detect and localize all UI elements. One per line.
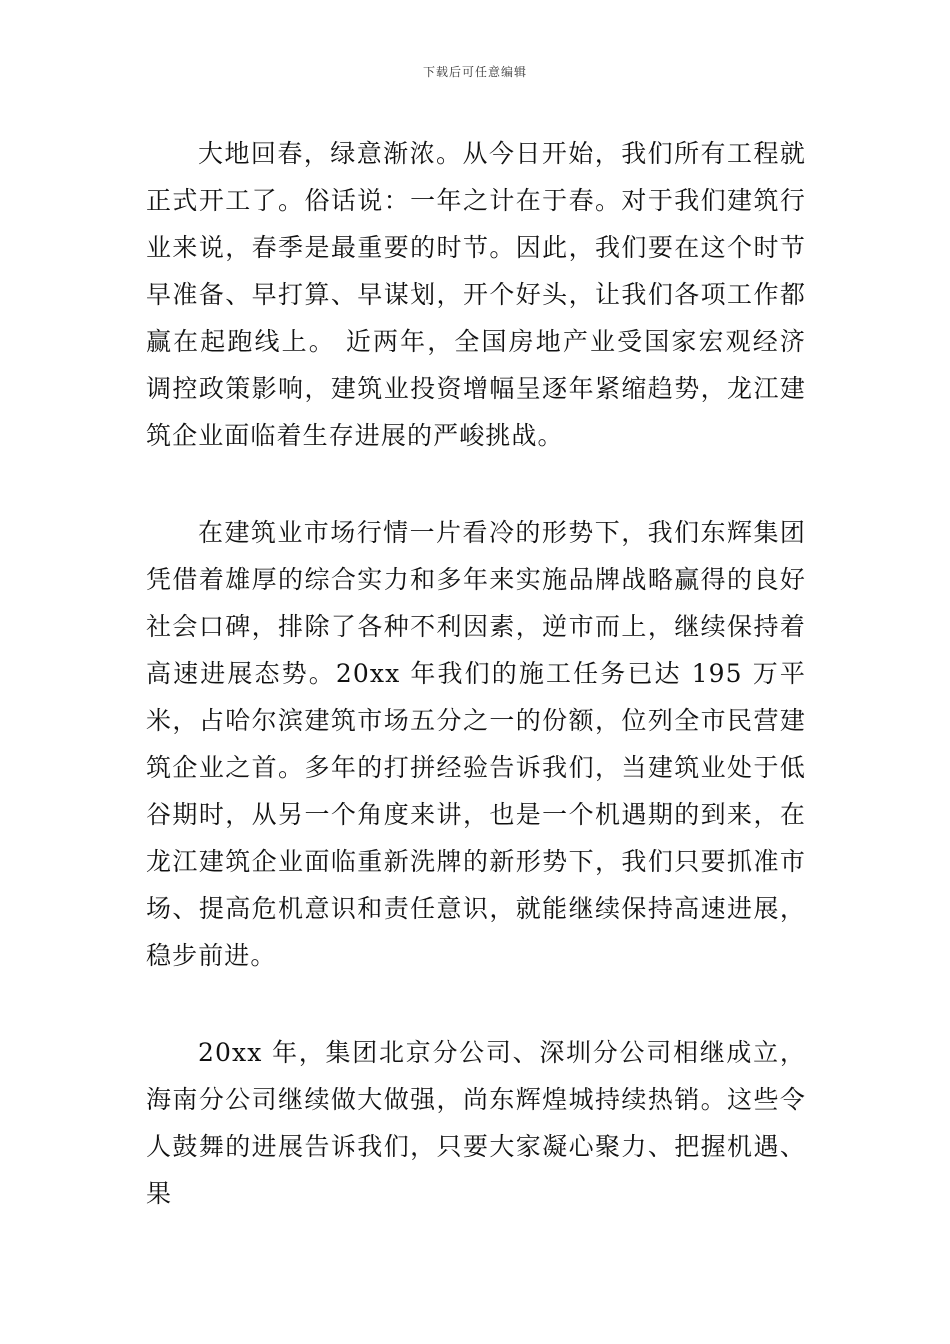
document-body <box>146 130 806 1267</box>
paragraph-2: 在建筑业市场行情一片看冷的形势下，我们东辉集团凭借着雄厚的综合实力和多年来实施品牌战略赢得的良好社会口碑，排除了各种不利因素，逆市而上，继续保持着高速进展态势。20xx 年我们的施工任务已达 195 万平米，占哈尔滨建筑市场五分之一的份额，位列全市民营建筑企业之首。多年的打拼经验告诉我们，当建筑业处于低谷期时，从另一个角度来讲，也是一个机遇期的到来，在龙江建筑企业面临重新洗牌的新形势下，我们只要抓准市场、提高危机意识和责任意识，就能继续保持高速进展，稳步前进。 <box>146 518 806 970</box>
paragraph-3: 20xx 年，集团北京分公司、深圳分公司相继成立，海南分公司继续做大做强，尚东辉煌城持续热销。这些令人鼓舞的进展告诉我们，只要大家凝心聚力、把握机遇、果 <box>146 1038 806 1208</box>
paragraph-1: 大地回春，绿意渐浓。从今日开始，我们所有工程就正式开工了。俗话说：一年之计在于春。对于我们建筑行业来说，春季是最重要的时节。因此，我们要在这个时节早准备、早打算、早谋划，开个好头，让我们各项工作都赢在起跑线上。 近两年，全国房地产业受国家宏观经济调控政策影响，建筑业投资增幅呈逐年紧缩趋势，龙江建筑企业面临着生存进展的严峻挑战。 <box>146 139 806 450</box>
header-note: 下载后可任意编辑 <box>422 65 527 79</box>
